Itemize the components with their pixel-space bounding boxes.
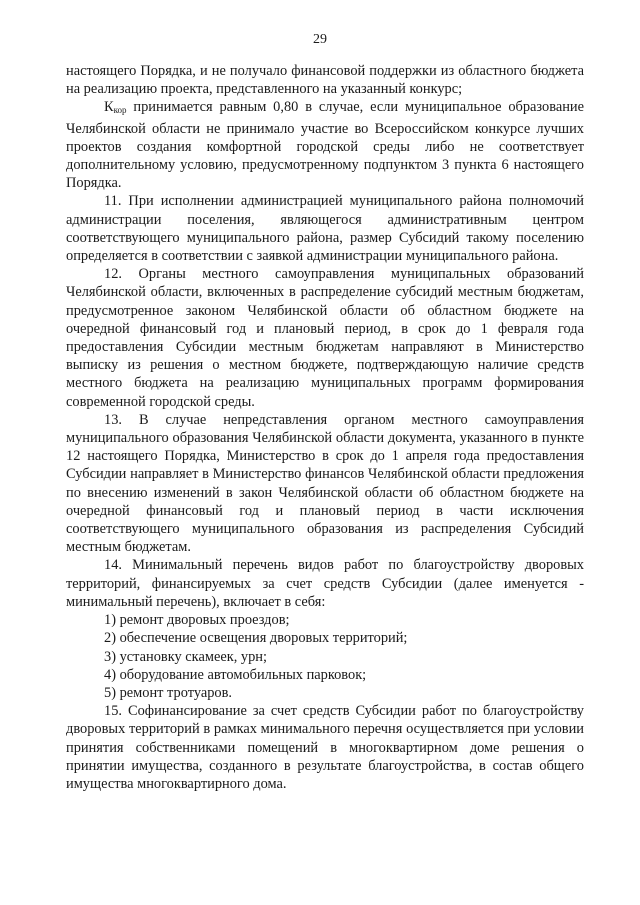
paragraph-13: 13. В случае непредставления органом местного самоуправления муниципального образования Челябинской области документа, указанного в пункте 12 настоящего Порядка, Министерство в срок до 1 апреля года предоставления Субсидии направляет в Министерство финансов Челябинской области предложения по внесению изменений в закон Челябинской области об областном бюджете на очередной финансовый год и плановый период в части исключения соответствующего муниципального образования из распределения Субсидий местным бюджетам.	[66, 411, 584, 556]
k-kor-symbol: К	[104, 99, 114, 116]
paragraph-15: 15. Софинансирование за счет средств Субсидии работ по благоустройству дворовых территорий в рамках минимального перечня осуществляется при условии принятия собственниками помещений в многоквартирном доме решения о принятии имущества, созданного в результате благоустройства, в состав общего имущества многоквартирного дома.	[66, 703, 584, 792]
list-item: 5) ремонт тротуаров.	[104, 684, 232, 701]
k-kor-subscript: кор	[113, 105, 127, 116]
document-body	[66, 62, 584, 793]
paragraph-k-kor	[66, 98, 584, 192]
page-number: 29	[313, 32, 327, 47]
list-item: 1) ремонт дворовых проездов;	[104, 612, 290, 629]
paragraph-11: 11. При исполнении администрацией муниципального района полномочий администрации поселения, являющегося административным центром соответствующего муниципального района, размер Субсидий такому поселению определяется в соответствии с заявкой администрации муниципального района.	[66, 193, 584, 265]
list-item: 4) оборудование автомобильных парковок;	[104, 666, 367, 683]
paragraph-12: 12. Органы местного самоуправления муниципальных образований Челябинской области, включенных в распределение субсидий местным бюджетам, предусмотренное законом Челябинской области об областном бюджете на очередной финансовый год и плановый период, в срок до 1 февраля года предоставления Субсидии местным бюджетам направляют в Министерство выписку из решения о местном бюджете, подтверждающую наличие средств местного бюджета на реализацию муниципальных программ формирования современной городской среды.	[66, 266, 584, 410]
list-item: 2) обеспечение освещения дворовых территорий;	[104, 630, 408, 647]
paragraph-continuation: настоящего Порядка, и не получало финансовой поддержки из областного бюджета на реализацию проекта, представленного на указанный конкурс;	[66, 63, 584, 98]
k-kor-text: принимается равным 0,80 в случае, если муниципальное образование Челябинской области не принимало участие во Всероссийском конкурсе лучших проектов создания комфортной городской среды либо не соответствует дополнительному условию, предусмотренному подпунктом 3 пункта 6 настоящего Порядка.	[66, 99, 584, 192]
paragraph-14: 14. Минимальный перечень видов работ по благоустройству дворовых территорий, финансируемых за счет средств Субсидии (далее именуется - минимальный перечень), включает в себя:	[66, 557, 584, 610]
list-item: 3) установку скамеек, урн;	[104, 648, 267, 665]
